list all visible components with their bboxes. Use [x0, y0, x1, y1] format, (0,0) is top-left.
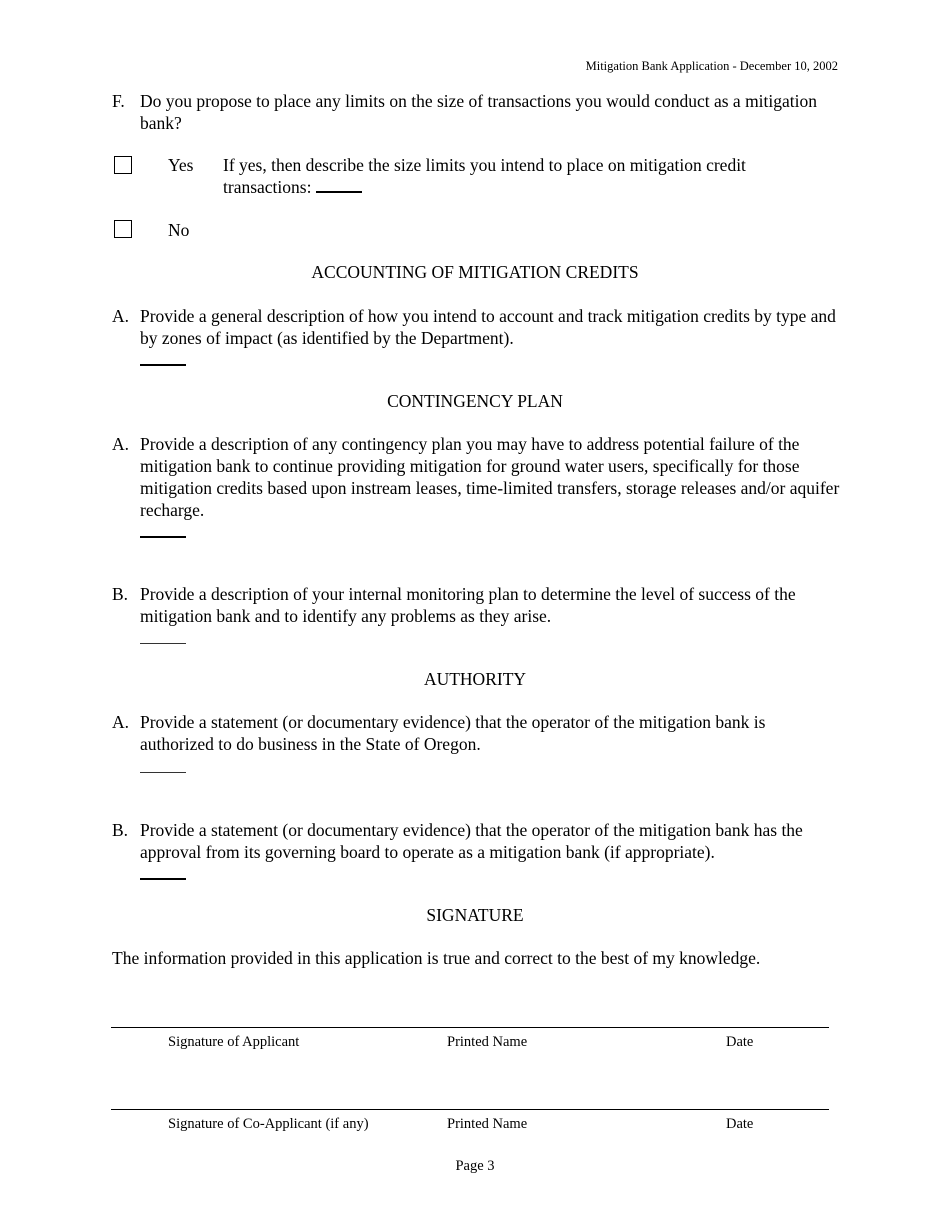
co-applicant-printed-name-label: Printed Name — [447, 1116, 528, 1132]
applicant-signature-line[interactable] — [111, 1027, 829, 1028]
size-limits-answer-field[interactable] — [316, 177, 362, 193]
co-applicant-date-label: Date — [726, 1116, 754, 1132]
authority-a-answer-field[interactable] — [140, 772, 186, 773]
accounting-a-letter: A. — [112, 306, 130, 326]
authority-a-text: Provide a statement (or documentary evidence) that the operator of the mitigation bank is authorized to do business in the State of Oregon. — [140, 712, 766, 754]
no-label: No — [168, 220, 190, 240]
page-number: Page 3 — [455, 1158, 495, 1174]
co-applicant-signature-line[interactable] — [111, 1109, 829, 1110]
page-header: Mitigation Bank Application - December 10, 2002 — [585, 59, 838, 73]
accounting-a-text: Provide a general description of how you intend to account and track mitigation credits by type and by zones of impact (as identified by the Department). — [140, 306, 836, 348]
accounting-a-answer-field[interactable] — [140, 364, 186, 366]
authority-b-letter: B. — [112, 820, 129, 840]
applicant-signature-label: Signature of Applicant — [168, 1034, 300, 1050]
yes-instruction — [223, 154, 823, 198]
contingency-a-answer-field[interactable] — [140, 536, 186, 538]
contingency-heading: CONTINGENCY PLAN — [387, 391, 563, 411]
contingency-b-letter: B. — [112, 584, 129, 604]
contingency-a-text: Provide a description of any contingency plan you may have to address potential failure of the mitigation bank to continue providing mitigation for ground water users, specifically for those mitigation credits based upon instream leases, time-limited transfers, storage releases and/or aquifer recharge. — [140, 434, 840, 520]
contingency-a-letter: A. — [112, 434, 130, 454]
contingency-b-text: Provide a description of your internal monitoring plan to determine the level of success of the mitigation bank and to identify any problems as they arise. — [140, 584, 796, 626]
question-f-letter: F. — [112, 91, 125, 111]
contingency-b-answer-field[interactable] — [140, 643, 186, 644]
yes-checkbox[interactable] — [114, 156, 132, 174]
yes-instruction-text: If yes, then describe the size limits you intend to place on mitigation credit transactions: — [223, 155, 746, 197]
applicant-date-label: Date — [726, 1034, 754, 1050]
authority-b-text: Provide a statement (or documentary evidence) that the operator of the mitigation bank has the approval from its governing board to operate as a mitigation bank (if appropriate). — [140, 820, 803, 862]
applicant-printed-name-label: Printed Name — [447, 1034, 528, 1050]
signature-statement: The information provided in this application is true and correct to the best of my knowledge. — [112, 948, 761, 968]
yes-label: Yes — [168, 155, 194, 175]
authority-b-answer-field[interactable] — [140, 878, 186, 880]
authority-heading: AUTHORITY — [423, 669, 527, 689]
signature-heading: SIGNATURE — [426, 905, 524, 925]
co-applicant-signature-label: Signature of Co-Applicant (if any) — [168, 1116, 369, 1132]
no-checkbox[interactable] — [114, 220, 132, 238]
question-f-text: Do you propose to place any limits on the size of transactions you would conduct as a mitigation bank? — [140, 91, 818, 133]
accounting-heading: ACCOUNTING OF MITIGATION CREDITS — [311, 262, 639, 282]
authority-a-letter: A. — [112, 712, 130, 732]
